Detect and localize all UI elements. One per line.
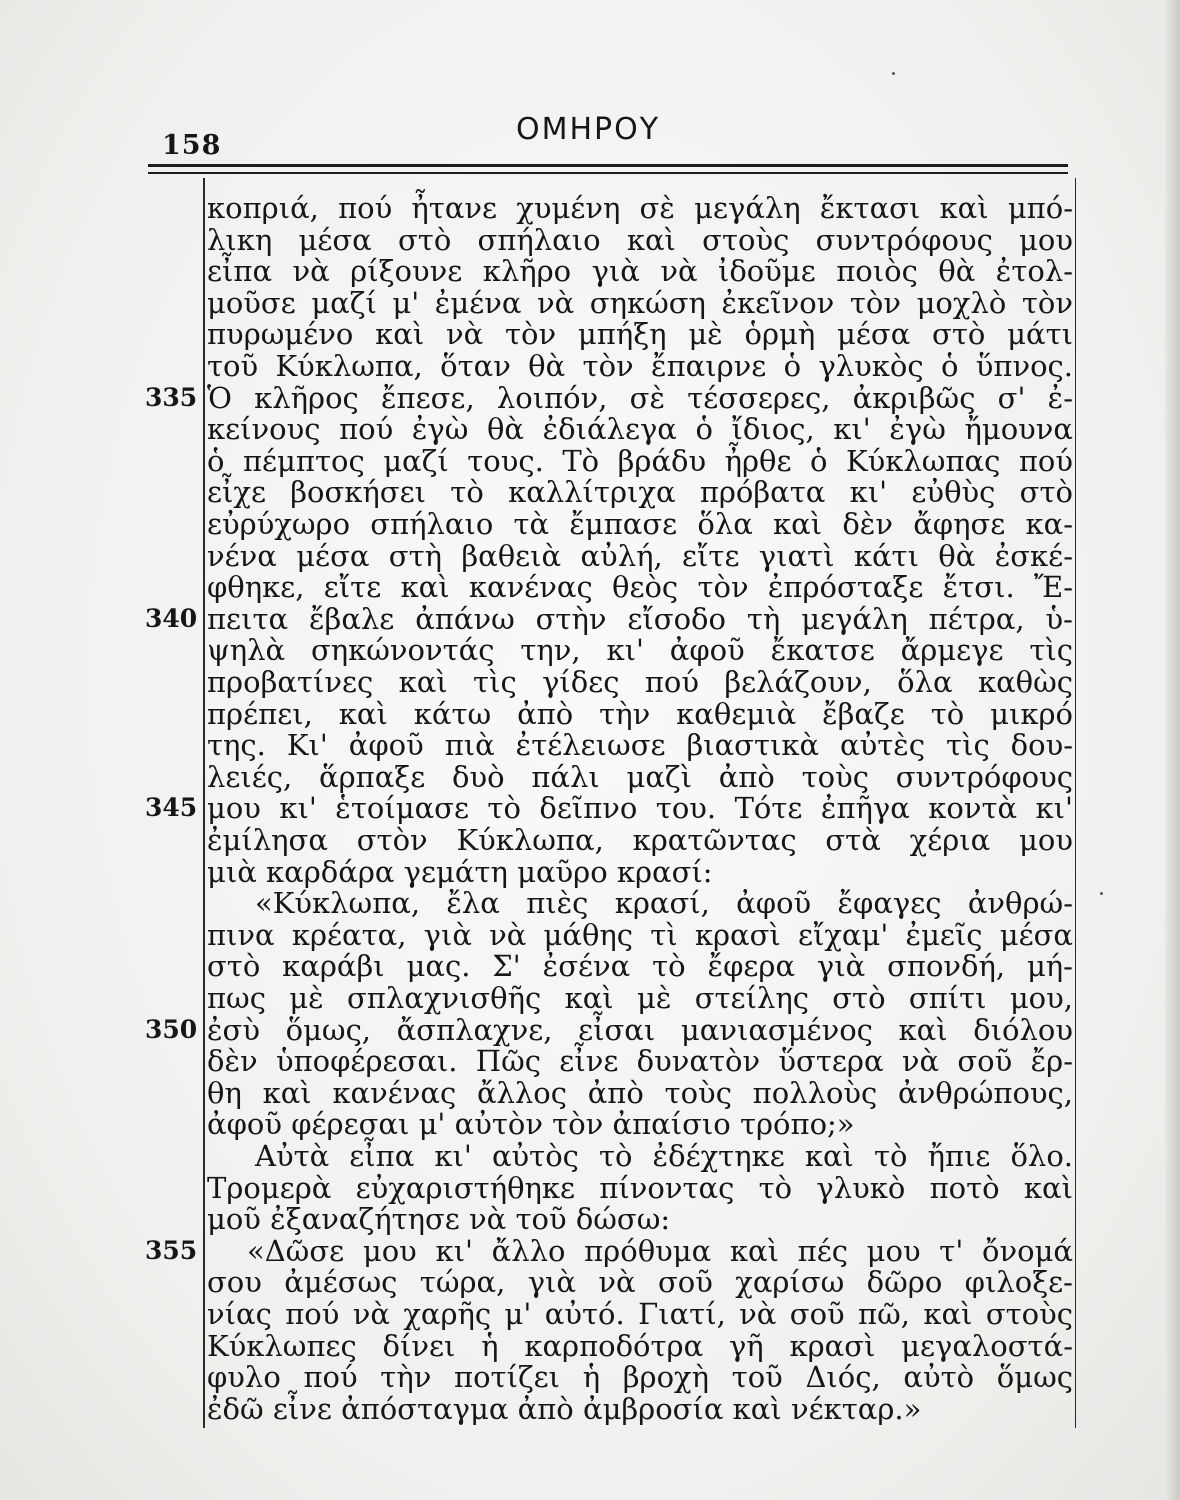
text-line: φθηκε, εἴτε καὶ κανένας θεὸς τὸν ἐπρόσταξε ἔτσι. Ἔ- bbox=[207, 570, 1073, 604]
text-line: εἶχε βοσκήσει τὸ καλλίτριχα πρόβατα κι' εὐθὺς στὸ bbox=[207, 475, 1073, 509]
text-line: Κύκλωπες δίνει ἡ καρποδότρα γῆ κρασὶ μεγαλοστά- bbox=[207, 1329, 1073, 1363]
text-line: Τρομερὰ εὐχαριστήθηκε πίνοντας τὸ γλυκὸ ποτὸ καὶ bbox=[207, 1171, 1073, 1205]
line-number: 350 bbox=[145, 1015, 198, 1044]
text-line: δὲν ὑποφέρεσαι. Πῶς εἶνε δυνατὸν ὕστερα νὰ σοῦ ἔρ- bbox=[207, 1044, 1073, 1078]
text-line: λειές, ἅρπαξε δυὸ πάλι μαζὶ ἀπὸ τοὺς συντρόφους bbox=[207, 760, 1073, 794]
header-rule-thin bbox=[148, 172, 1068, 174]
text-line: εἶπα νὰ ρίξουνε κλῆρο γιὰ νὰ ἰδοῦμε ποιὸς θὰ ἐτολ- bbox=[207, 254, 1073, 288]
text-line: πρέπει, καὶ κάτω ἀπὸ τὴν καθεμιὰ ἔβαζε τὸ μικρό bbox=[207, 697, 1073, 731]
scan-speck bbox=[892, 72, 895, 75]
text-line: πυρωμένο καὶ νὰ τὸν μπήξη μὲ ὁρμὴ μέσα στὸ μάτι bbox=[207, 317, 1073, 351]
text-line: λικη μέσα στὸ σπήλαιο καὶ στοὺς συντρόφους μου bbox=[207, 223, 1073, 257]
text-line: μοῦσε μαζί μ' ἐμένα νὰ σηκώση ἐκεῖνον τὸν μοχλὸ τὸν bbox=[207, 286, 1073, 320]
text-line: Ὁ κλῆρος ἔπεσε, λοιπόν, σὲ τέσσερες, ἀκριβῶς σ' ἐ- bbox=[207, 381, 1073, 415]
text-line: ἐδῶ εἶνε ἀπόσταγμα ἀπὸ ἀμβροσία καὶ νέκταρ.» bbox=[207, 1392, 922, 1426]
text-line: ὁ πέμπτος μαζί τους. Τὸ βράδυ ἦρθε ὁ Κύκλωπας πού bbox=[207, 444, 1073, 478]
scan-speck bbox=[1100, 892, 1103, 895]
text-line: ψηλὰ σηκώνοντάς την, κι' ἀφοῦ ἔκατσε ἄρμεγε τὶς bbox=[207, 633, 1073, 667]
text-line: πειτα ἔβαλε ἀπάνω στὴν εἴσοδο τὴ μεγάλη πέτρα, ὑ- bbox=[207, 602, 1073, 636]
text-line: θη καὶ κανένας ἄλλος ἀπὸ τοὺς πολλοὺς ἀνθρώπους, bbox=[207, 1076, 1073, 1110]
text-line: Αὐτὰ εἶπα κι' αὐτὸς τὸ ἐδέχτηκε καὶ τὸ ἤπιε ὅλο. bbox=[255, 1139, 1073, 1173]
text-line: νίας πού νὰ χαρῆς μ' αὐτό. Γιατί, νὰ σοῦ πῶ, καὶ στοὺς bbox=[207, 1297, 1073, 1331]
page-header bbox=[148, 110, 1068, 161]
text-line: κείνους πού ἐγὼ θὰ ἐδιάλεγα ὁ ἴδιος, κι' ἐγὼ ἤμουνα bbox=[207, 412, 1073, 446]
body-text bbox=[203, 178, 1076, 1428]
text-line: ἐσὺ ὅμως, ἄσπλαχνε, εἶσαι μανιασμένος καὶ διόλου bbox=[207, 1013, 1073, 1047]
header-rule bbox=[148, 164, 1068, 167]
text-line: ἀφοῦ φέρεσαι μ' αὐτὸν τὸν ἀπαίσιο τρόπο;» bbox=[207, 1107, 855, 1141]
line-number: 345 bbox=[145, 793, 198, 822]
text-line: στὸ καράβι μας. Σ' ἐσένα τὸ ἔφερα γιὰ σπονδή, μή- bbox=[207, 949, 1073, 983]
text-line: μοῦ ἐξαναζήτησε νὰ τοῦ δώσω: bbox=[207, 1202, 671, 1236]
text-line: της. Κι' ἀφοῦ πιὰ ἐτέλειωσε βιαστικὰ αὐτὲς τὶς δου- bbox=[207, 728, 1073, 762]
text-line: κοπριά, πού ἦτανε χυμένη σὲ μεγάλη ἔκτασι καὶ μπό- bbox=[207, 191, 1073, 225]
text-line: εὐρύχωρο σπήλαιο τὰ ἔμπασε ὅλα καὶ δὲν ἄφησε κα- bbox=[207, 507, 1073, 541]
text-line: πως μὲ σπλαχνισθῆς καὶ μὲ στείλης στὸ σπίτι μου, bbox=[207, 981, 1073, 1015]
text-line: τοῦ Κύκλωπα, ὅταν θὰ τὸν ἔπαιρνε ὁ γλυκὸς ὁ ὕπνος. bbox=[207, 349, 1073, 383]
text-line: «Κύκλωπα, ἔλα πιὲς κρασί, ἀφοῦ ἔφαγες ἀνθρώ- bbox=[255, 886, 1073, 920]
text-line: «Δῶσε μου κι' ἄλλο πρόθυμα καὶ πές μου τ' ὄνομά bbox=[247, 1234, 1073, 1268]
line-number: 340 bbox=[145, 604, 198, 633]
text-line: ἐμίλησα στὸν Κύκλωπα, κρατῶντας στὰ χέρια μου bbox=[207, 823, 1073, 857]
text-line: νένα μέσα στὴ βαθειὰ αὐλή, εἴτε γιατὶ κάτι θὰ ἐσκέ- bbox=[207, 539, 1073, 573]
text-line: μου κι' ἑτοίμασε τὸ δεῖπνο του. Τότε ἐπῆγα κοντὰ κι' bbox=[207, 791, 1073, 825]
page-number: 158 bbox=[162, 130, 222, 161]
page-edge-shadow bbox=[1165, 0, 1179, 1500]
text-line: πινα κρέατα, γιὰ νὰ μάθης τὶ κρασὶ εἴχαμ' ἐμεῖς μέσα bbox=[207, 918, 1073, 952]
text-line: μιὰ καρδάρα γεμάτη μαῦρο κρασί: bbox=[207, 855, 713, 889]
text-line: προβατίνες καὶ τὶς γίδες πού βελάζουν, ὅλα καθὼς bbox=[207, 665, 1073, 699]
line-number: 335 bbox=[145, 383, 198, 412]
running-title: ΟΜΗΡΟΥ bbox=[516, 112, 661, 147]
text-line: φυλο πού τὴν ποτίζει ἡ βροχὴ τοῦ Διός, αὐτὸ ὅμως bbox=[207, 1360, 1073, 1394]
text-line: σου ἀμέσως τώρα, γιὰ νὰ σοῦ χαρίσω δῶρο φιλοξε- bbox=[207, 1265, 1073, 1299]
line-number: 355 bbox=[145, 1236, 198, 1265]
